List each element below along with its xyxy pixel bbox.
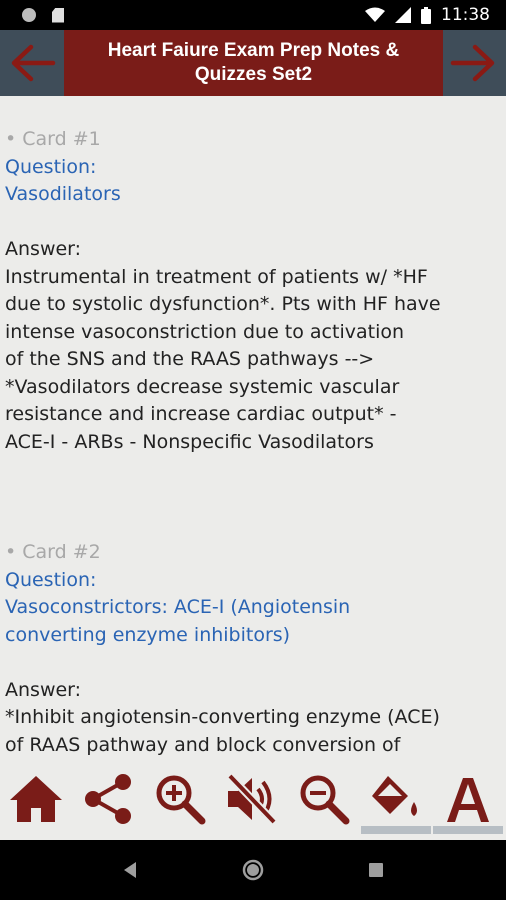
answer-line: intense vasoconstriction due to activation (5, 320, 405, 343)
system-nav-bar (0, 840, 506, 900)
battery-icon (421, 7, 431, 24)
question-text: Vasoconstrictors: ACE-I (Angiotensin (5, 596, 351, 618)
recents-icon[interactable] (368, 862, 384, 878)
font-button[interactable] (432, 758, 504, 840)
active-indicator (361, 826, 431, 834)
question-text: Vasodilators (5, 183, 121, 205)
bottom-toolbar (0, 758, 506, 840)
answer-line: resistance and increase cardiac output* - (5, 403, 397, 425)
page-title: Heart Faiure Exam Prep Notes & Quizzes Set2 (107, 40, 400, 85)
background-color-button[interactable] (360, 758, 432, 840)
answer-line: *Inhibit angiotensin-converting enzyme (ACE) (5, 706, 440, 728)
card (5, 126, 501, 456)
answer-line: of RAAS pathway and block conversion of (5, 733, 401, 756)
bullet-icon: • (5, 541, 23, 563)
notification-dot-icon (22, 8, 36, 22)
app-header (0, 30, 506, 96)
zoom-out-icon (297, 772, 351, 826)
answer-line: ACE-I - ARBs - Nonspecific Vasodilators (5, 430, 374, 453)
card-label: Card #1 (22, 128, 101, 150)
arrow-right-icon (451, 43, 497, 83)
zoom-out-button[interactable] (288, 758, 360, 840)
zoom-in-button[interactable] (144, 758, 216, 840)
question-text: converting enzyme inhibitors) (5, 623, 291, 646)
home-circle-icon[interactable] (242, 859, 264, 881)
bullet-icon: • (5, 128, 23, 150)
back-icon[interactable] (122, 861, 138, 879)
title-box (64, 30, 443, 96)
card (5, 539, 501, 787)
answer-line: of the SNS and the RAAS pathways --> (5, 348, 375, 370)
next-button[interactable] (442, 30, 506, 96)
share-icon (81, 772, 135, 826)
signal-icon (395, 7, 411, 23)
arrow-left-icon (9, 43, 55, 83)
clock: 11:38 (441, 5, 490, 25)
card-content[interactable] (0, 96, 506, 758)
answer-label: Answer: (5, 678, 82, 701)
mute-icon (224, 772, 280, 826)
font-icon (443, 774, 493, 824)
sd-card-icon (52, 8, 64, 23)
paint-bucket-icon (368, 774, 424, 824)
previous-button[interactable] (0, 30, 64, 96)
question-label: Question: (5, 568, 97, 591)
home-icon (8, 774, 64, 824)
active-indicator (433, 826, 503, 834)
wifi-icon (365, 7, 385, 23)
card-label: Card #2 (22, 541, 101, 563)
answer-line: *Vasodilators decrease systemic vascular (5, 375, 400, 398)
status-bar (0, 0, 506, 30)
question-label: Question: (5, 155, 97, 178)
share-button[interactable] (72, 758, 144, 840)
answer-label: Answer: (5, 238, 82, 260)
home-button[interactable] (0, 758, 72, 840)
zoom-in-icon (153, 772, 207, 826)
answer-line: due to systolic dysfunction*. Pts with HF have (5, 293, 441, 315)
mute-button[interactable] (216, 758, 288, 840)
answer-line: Instrumental in treatment of patients w/ *HF (5, 265, 428, 288)
